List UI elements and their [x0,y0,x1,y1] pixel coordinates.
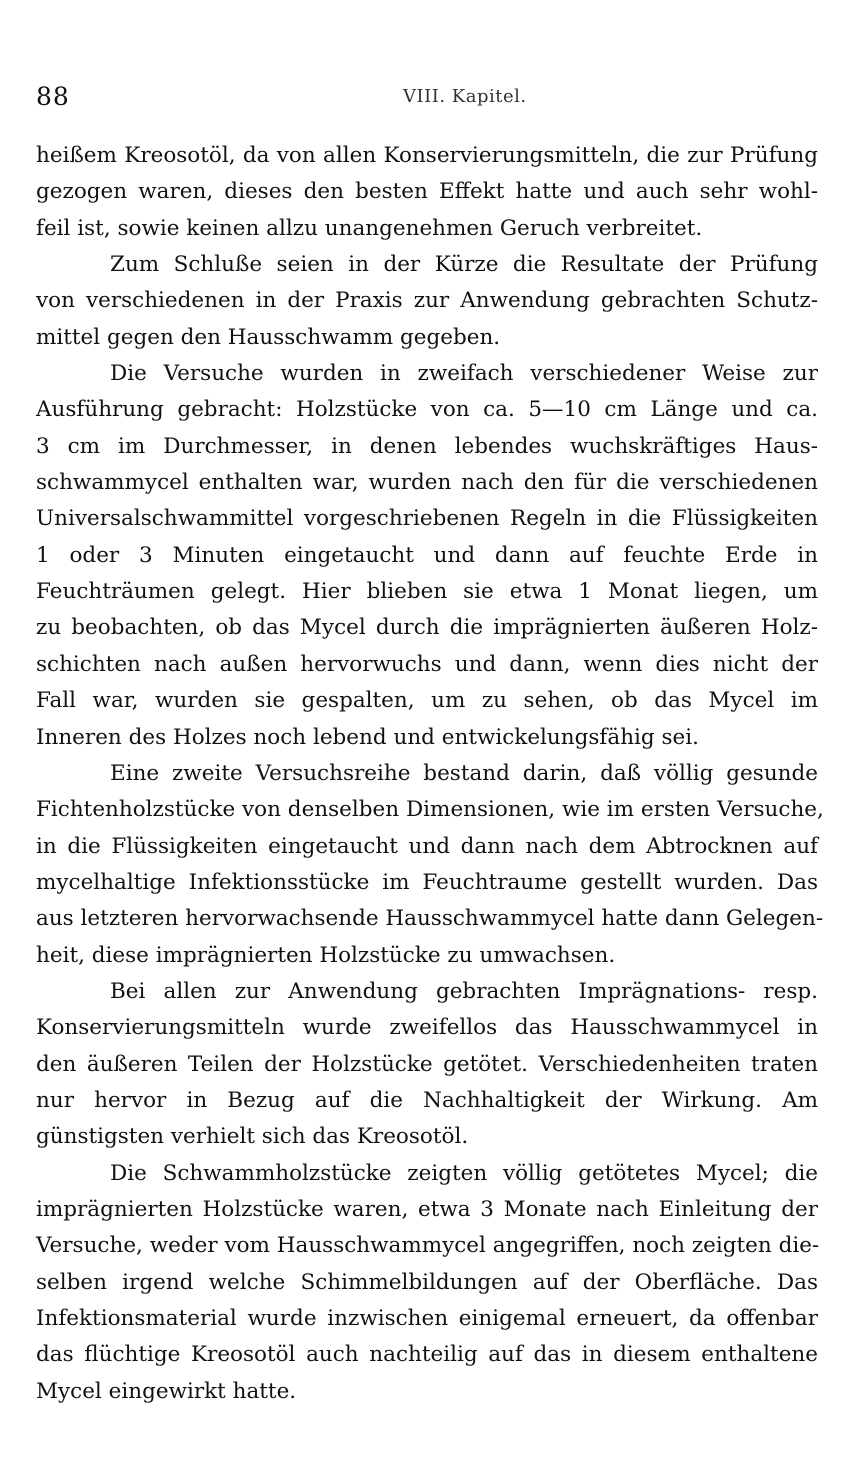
text-line: nur hervor in Bezug auf die Nachhaltigkeit der Wirkung. Am [36,1087,818,1113]
text-line: Fichtenholzstücke von denselben Dimensionen, wie im ersten Versuche, [36,797,824,823]
text-line: Die Schwammholzstücke zeigten völlig getötetes Mycel; die [110,1160,818,1186]
text-line: zu beobachten, ob das Mycel durch die imprägnierten äußeren Holz- [36,615,818,641]
text-line: Feuchträumen gelegt. Hier blieben sie etwa 1 Monat liegen, um [36,579,818,605]
text-line: Bei allen zur Anwendung gebrachten Imprägnations- resp. [110,978,818,1004]
text-line: Ausführung gebracht: Holzstücke von ca. 5—10 cm Länge und ca. [36,397,818,423]
paragraph [36,356,818,756]
text-line: heißem Kreosotöl, da von allen Konservierungsmitteln, die zur Prüfung [36,143,818,168]
paragraph [36,247,818,356]
text-line: Universalschwammittel vorgeschriebenen Regeln in die Flüssigkeiten [36,506,818,532]
paragraph [36,756,824,974]
page-header [36,82,818,114]
running-head: VIII. Kapitel. [403,86,527,107]
text-line: mittel gegen den Hausschwamm gegeben. [36,324,501,350]
text-line: Versuche, weder vom Hausschwammycel angegriffen, noch zeigten die- [36,1233,820,1259]
paragraph [36,1156,818,1410]
text-line: selben irgend welche Schimmelbildungen auf der Oberfläche. Das [36,1269,818,1295]
text-line: Die Versuche wurden in zweifach verschiedener Weise zur [110,361,818,387]
text-line: 1 oder 3 Minuten eingetaucht und dann auf feuchte Erde in [36,542,818,568]
text-line: Eine zweite Versuchsreihe bestand darin, daß völlig gesunde [110,760,818,786]
text-line: günstigsten verhielt sich das Kreosotöl. [36,1124,469,1150]
paragraph [36,974,818,1156]
text-line: schichten nach außen hervorwuchs und dann, wenn dies nicht der [36,651,818,677]
text-line: das flüchtige Kreosotöl auch nachteilig auf das in diesem enthaltene [36,1342,818,1368]
text-line: mycelhaltige Infektionsstücke im Feuchtraume gestellt wurden. Das [36,869,818,895]
text-line: in die Flüssigkeiten eingetaucht und dann nach dem Abtrocknen auf [36,833,818,859]
text-line: Konservierungsmitteln wurde zweifellos das Hausschwammycel in [36,1015,818,1041]
text-line: von verschiedenen in der Praxis zur Anwendung gebrachten Schutz- [36,288,818,314]
text-line: aus letzteren hervorwachsende Hausschwammycel hatte dann Gelegen- [36,906,824,932]
text-line: imprägnierten Holzstücke waren, etwa 3 Monate nach Einleitung der [36,1196,818,1222]
text-line: Fall war, wurden sie gespalten, um zu sehen, ob das Mycel im [36,688,818,714]
body-text [36,138,824,1410]
text-line: Infektionsmaterial wurde inzwischen einigemal erneuert, da offenbar [36,1306,818,1331]
text-line: 3 cm im Durchmesser, in denen lebendes wuchskräftiges Haus- [36,433,818,459]
text-line: gezogen waren, dieses den besten Effekt hatte und auch sehr wohl- [36,179,818,205]
page-number: 88 [36,82,70,111]
text-line: schwammycel enthalten war, wurden nach den für die verschiedenen [36,470,818,496]
text-line: Inneren des Holzes noch lebend und entwickelungsfähig sei. [36,724,699,750]
text-line: den äußeren Teilen der Holzstücke getötet. Verschiedenheiten traten [36,1051,818,1077]
text-line: Zum Schluße seien in der Kürze die Resultate der Prüfung [110,252,818,278]
text-line: feil ist, sowie keinen allzu unangenehmen Geruch verbreitet. [36,215,703,241]
text-line: heit, diese imprägnierten Holzstücke zu umwachsen. [36,942,616,968]
paragraph [36,138,818,247]
text-line: Mycel eingewirkt hatte. [36,1378,297,1404]
